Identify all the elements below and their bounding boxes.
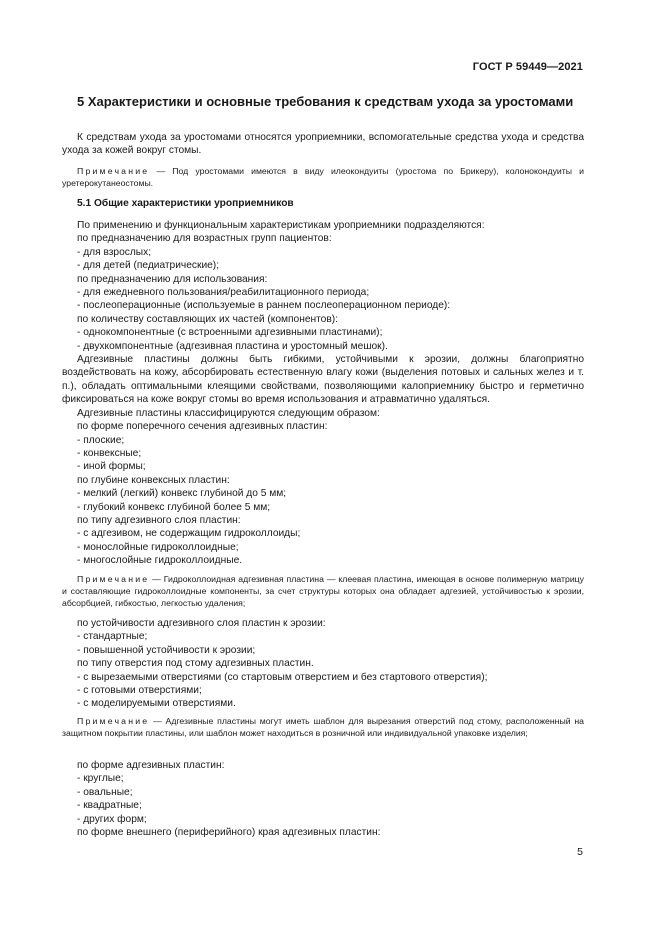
list-item: - с адгезивом, не содержащим гидроколлоиды; — [77, 528, 301, 540]
list-classification-a — [62, 219, 584, 568]
note-label: Примечание — [77, 574, 150, 584]
list-item: - овальные; — [77, 786, 133, 798]
list-item: - повышенной устойчивости к эрозии; — [77, 644, 256, 656]
note-text: — Адгезивные пластины могут иметь шаблон для вырезания отверстий под стому, расположенный на защитном покрытии пластины, или шаблон может находиться в розничной или индивидуальной упаковке изделия; — [62, 716, 584, 739]
list-item: по типу отверстия под стому адгезивных пластин. — [77, 658, 314, 670]
list-item: - многослойные гидроколлоидные. — [77, 555, 243, 567]
list-classification-c — [62, 617, 584, 711]
list-item: - для детей (педиатрические); — [77, 260, 220, 272]
list-item: Адгезивные пластины классифицируются следующим образом: — [77, 407, 380, 419]
note-hydrocolloid — [62, 573, 584, 610]
list-item: - для ежедневного пользования/реабилитационного периода; — [77, 287, 370, 299]
note-text: — Под уростомами имеются в виду илеокондуиты (уростома по Брикеру), колонокондуиты и уретерокутанеостомы. — [62, 166, 584, 189]
list-item: - плоские; — [77, 434, 125, 446]
note-template — [62, 715, 584, 739]
list-item: по предназначению для использования: — [77, 273, 268, 285]
list-item: по типу адгезивного слоя пластин: — [77, 514, 241, 526]
list-item: - с готовыми отверстиями; — [77, 685, 202, 697]
list-classification-d — [62, 759, 584, 839]
list-item: - иной формы; — [77, 461, 146, 473]
paragraph-adhesive: Адгезивные пластины должны быть гибкими, устойчивыми к эрозии, должны благоприятно воздействовать на кожу, абсорбировать естественную влагу кожи (выделения потовых и сальных желез и т. п.), обладать оптимальными клеящими свойствами, позволяющими калоприемнику быстро и герметично фиксироваться на коже вокруг стомы во время использования и атравматично удаляться. — [62, 354, 584, 406]
list-item: - для взрослых; — [77, 246, 152, 258]
list-item: По применению и функциональным характеристикам уроприемники подразделяются: — [77, 220, 485, 231]
note-text: — Гидроколлоидная адгезивная пластина — клеевая пластина, имеющая в основе полимерную матрицу и составляющие гидроколлоидные компоненты, за счет структуры которых она обладает адгезией, устойчивостью к эрозии, абсорбцией, гибкостью, легкостью удаления; — [62, 574, 584, 609]
list-item: по количеству составляющих их частей (компонентов): — [77, 313, 338, 325]
list-item: - мелкий (легкий) конвекс глубиной до 5 мм; — [77, 488, 287, 500]
note-urostomy — [62, 165, 584, 189]
list-item: по форме внешнего (периферийного) края адгезивных пластин: — [77, 827, 381, 839]
list-item: - послеоперационные (используемые в раннем послеоперационном периоде): — [77, 300, 451, 312]
page-number: 5 — [577, 846, 583, 858]
list-item: по глубине конвексных пластин: — [77, 474, 230, 486]
list-item: - монослойные гидроколлоидные; — [77, 541, 239, 553]
list-item: - глубокий конвекс глубиной более 5 мм; — [77, 501, 271, 513]
list-item: - стандартные; — [77, 631, 148, 643]
list-item: по устойчивости адгезивного слоя пластин к эрозии: — [77, 618, 326, 629]
list-item: - однокомпонентные (с встроенными адгезивными пластинами); — [77, 327, 383, 339]
list-item: по форме адгезивных пластин: — [77, 760, 225, 771]
list-item: - с моделируемыми отверстиями. — [77, 698, 236, 710]
note-label: Примечание — [77, 166, 150, 176]
list-item: - круглые; — [77, 773, 124, 785]
list-item: - конвексные; — [77, 447, 142, 459]
list-item: - двухкомпонентные (адгезивная пластина и уростомный мешок). — [77, 340, 388, 352]
list-item: по форме поперечного сечения адгезивных пластин: — [77, 421, 328, 433]
list-item: - квадратные; — [77, 800, 142, 812]
document-id: ГОСТ Р 59449—2021 — [472, 61, 583, 73]
list-item: - других форм; — [77, 813, 147, 825]
note-label: Примечание — [77, 716, 150, 726]
subsection-title: 5.1 Общие характеристики уроприемников — [77, 198, 294, 209]
list-item: - с вырезаемыми отверстиями (со стартовым отверстием и без стартового отверстия); — [77, 671, 488, 683]
section-title: 5 Характеристики и основные требования к средствам ухода за уростомами — [77, 94, 574, 109]
list-item: по предназначению для возрастных групп пациентов: — [77, 233, 332, 245]
section-intro: К средствам ухода за уростомами относятся уроприемники, вспомогательные средства ухода и средства ухода за кожей вокруг стомы. — [62, 132, 584, 157]
